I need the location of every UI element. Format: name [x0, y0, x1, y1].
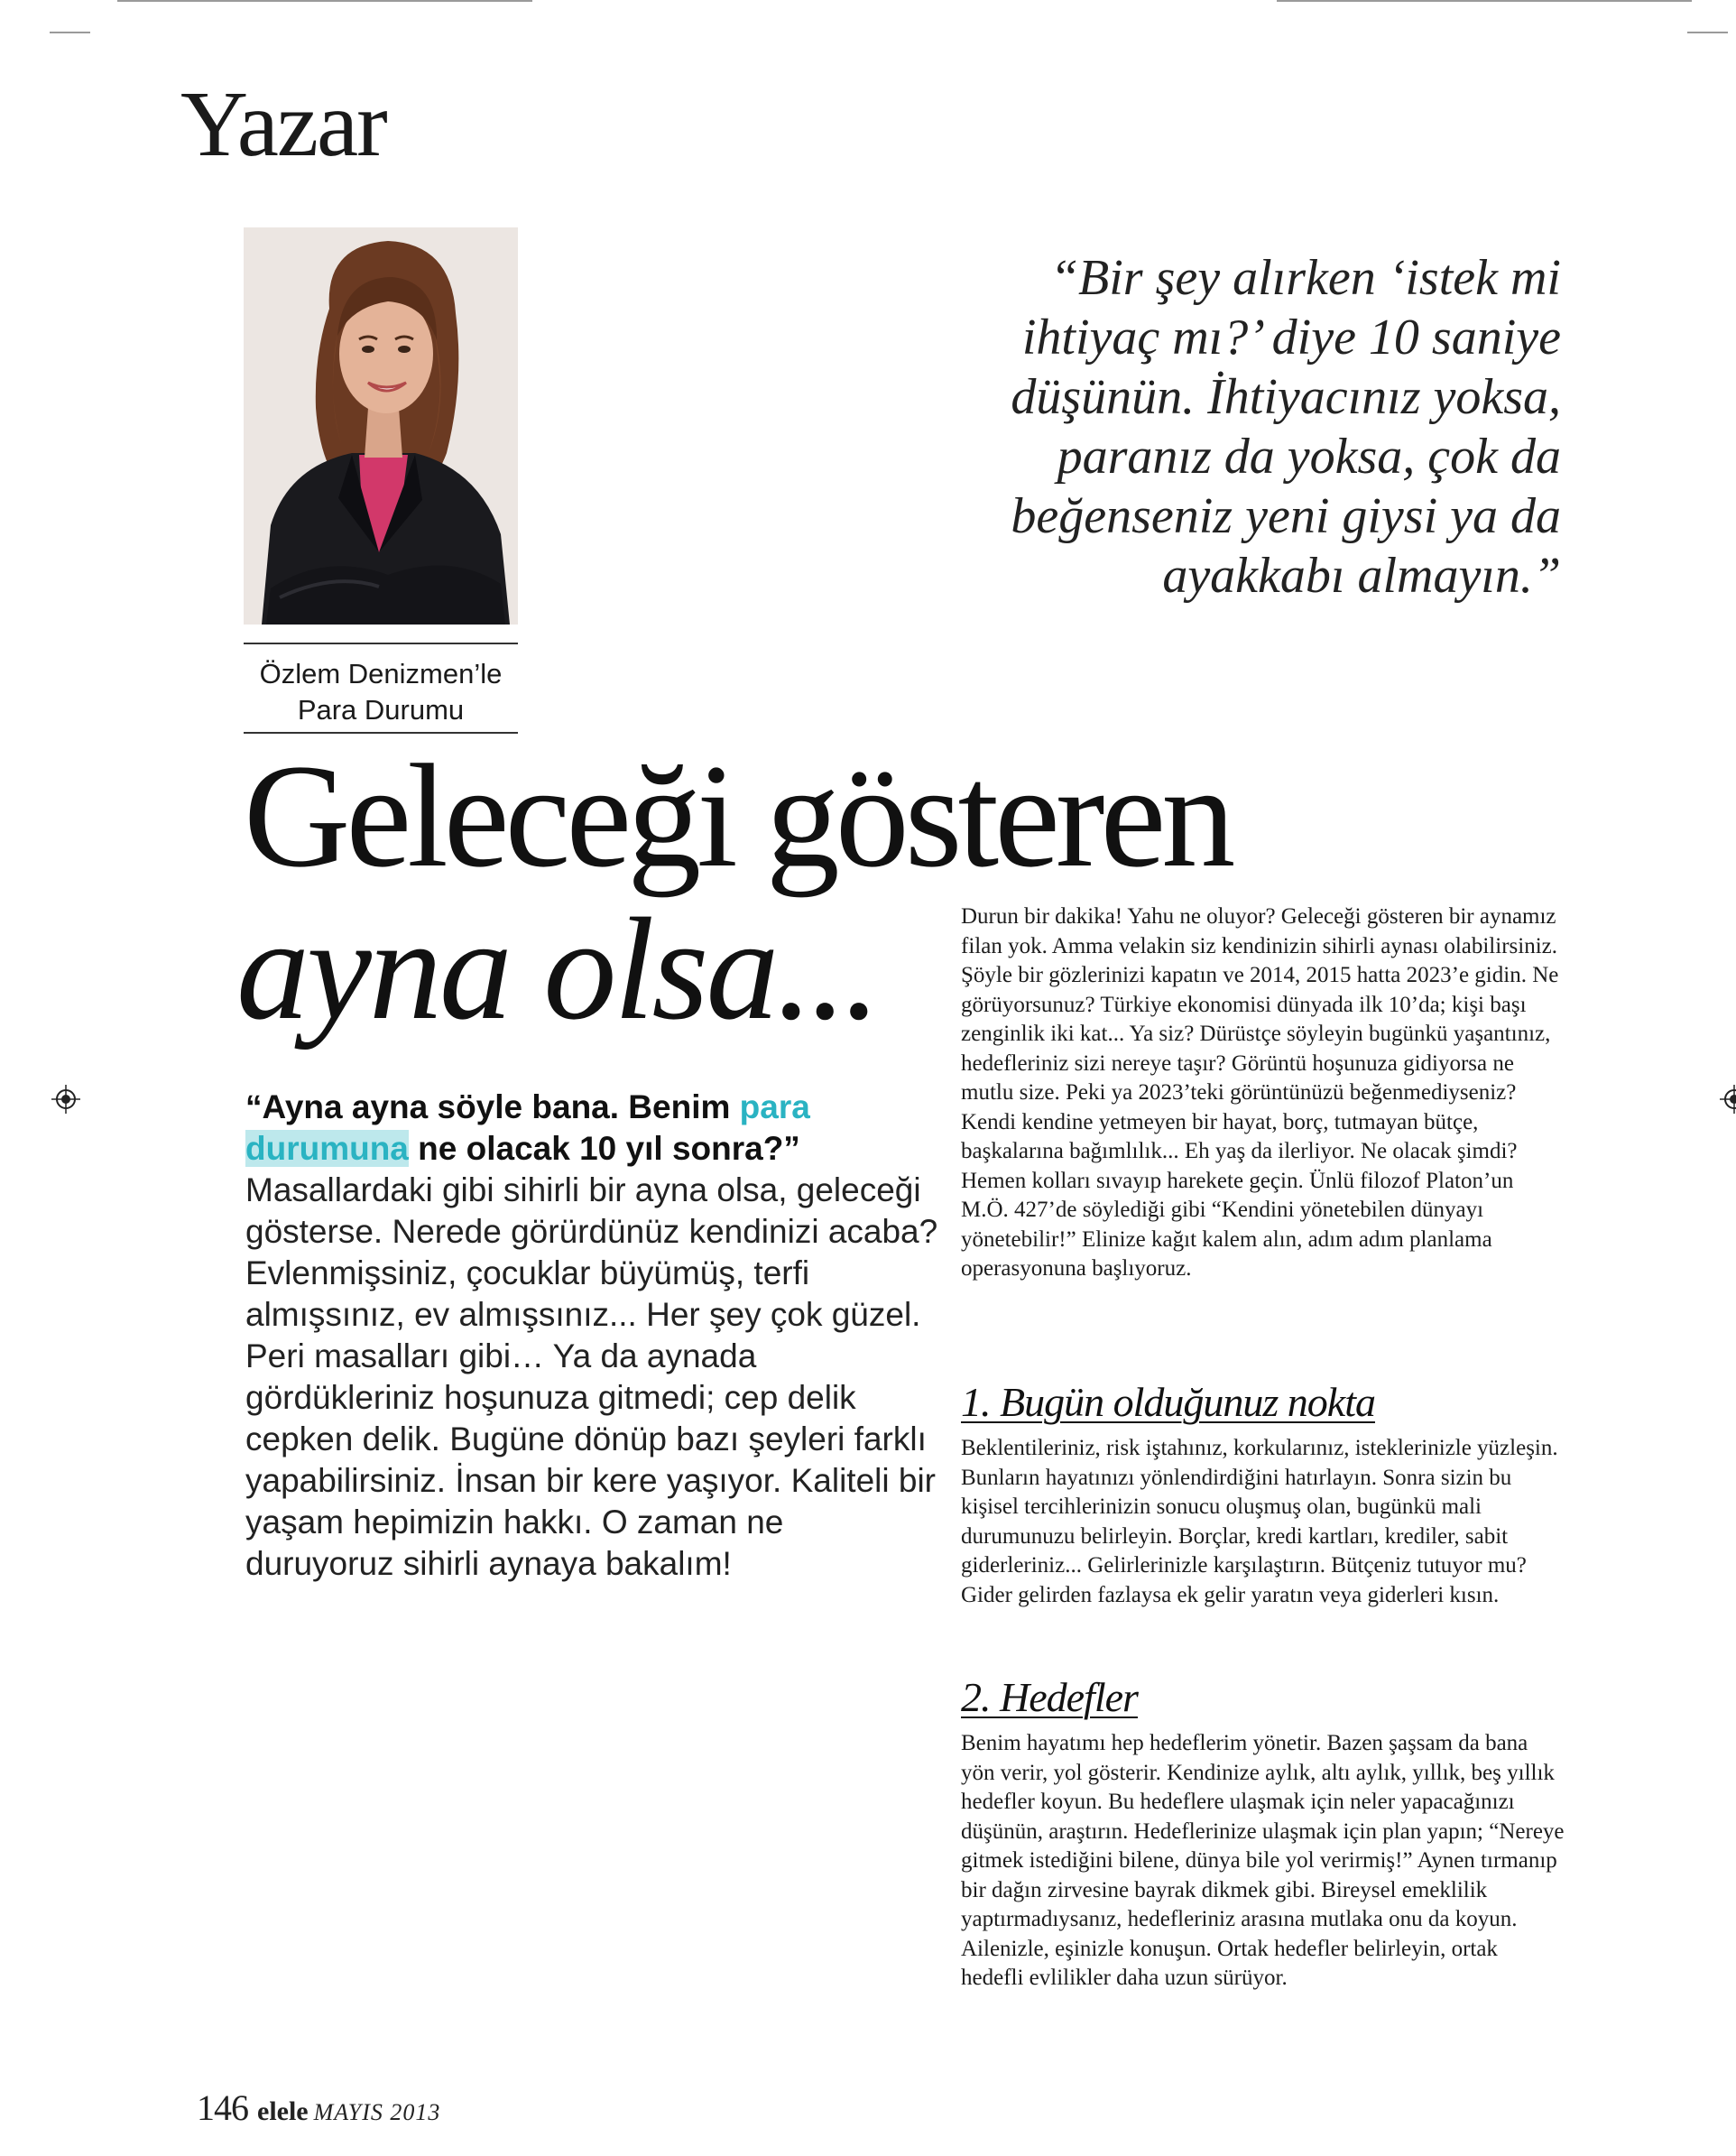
lead-body: Masallardaki gibi sihirli bir ayna olsa, geleceği gösterse. Nerede görürdünüz kendinizi acaba? Evlenmişsiniz, çocuklar büyümüş, terfi almışsınız, ev almışsınız... Her şey çok güzel. Peri masalları gibi… Ya da aynada gördükleriniz hoşunuza gitmedi; cep delik cepken delik. Bugüne dönüp bazı şeyleri farklı yapabilirsiniz. İnsan bir kere yaşıyor. Kaliteli bir yaşam hepimizin hakkı. O zaman ne duruyoruz sihirli aynaya bakalım!: [245, 1171, 938, 1582]
headline: Geleceği gösteren: [244, 735, 1232, 898]
body-paragraph: Beklentileriniz, risk iştahınız, korkularınız, isteklerinizle yüzleşin. Bunların hayatınızı yönlendirdiğini hatırlayın. Sonra sizin bu kişisel tercihlerinizin sonucu oluşmuş olan, bugünkü mali durumunuzu belirleyin. Borçlar, kredi kartları, krediler, sabit giderleriniz... Gelirlerinizle karşılaştırın. Bütçeniz tutuyor mu? Gider gelirden fazlaysa ek gelir yaratın veya giderleri kısın.: [961, 1436, 1558, 1607]
caption-rule-bottom: [244, 732, 518, 734]
lead-paragraph: [245, 1087, 938, 1585]
body-paragraph: Durun bir dakika! Yahu ne oluyor? Geleceği gösteren bir aynamız filan yok. Amma velakin siz kendinizin sihirli aynası olabilirsiniz. Şöyle bir gözlerinizi kapatın ve 2014, 2015 hatta 2023’e gidin. Ne görüyorsunuz? Türkiye ekonomisi dünyada ilk 10’da; kişi başı zenginlik iki kat... Ya siz? Dürüstçe söyleyin bugünkü yaşantınız, hedefleriniz sizi nereye taşır? Görüntü hoşunuza gidiyorsa ne mutlu size. Peki ya 2023’teki görüntünüzü beğenmediyseniz? Kendi kendine yetmeyen bir hayat, borç, tutmayan bütçe, başkalarına bağımlılık... Eh yaş da ilerliyor. Ne olacak şimdi?: [961, 904, 1559, 1163]
highlight-text: para: [739, 1088, 810, 1125]
page-footer: [197, 2087, 440, 2129]
caption-rule-top: [244, 643, 518, 644]
registration-mark-icon: [51, 1085, 80, 1114]
top-left-rule: [50, 32, 90, 33]
caption-line: Para Durumu: [297, 694, 465, 726]
top-crop-rule-left: [117, 0, 532, 2]
author-portrait-icon: [244, 227, 518, 625]
highlight-text: durumuna: [245, 1130, 409, 1167]
pull-quote-line: ayakkabı almayın.”: [1162, 548, 1561, 604]
section-label: Yazar: [180, 72, 386, 176]
author-caption: [244, 656, 518, 728]
top-crop-rule-right: [1277, 0, 1692, 2]
headline-italic: ayna olsa...: [236, 889, 878, 1050]
pull-quote: [965, 248, 1561, 606]
section-body: [961, 1729, 1565, 1994]
pull-quote-line: ihtiyaç mı?’ diye 10 saniye: [1021, 310, 1561, 366]
author-photo: [244, 227, 518, 625]
intro-text: [961, 902, 1565, 1284]
page-number: 146: [197, 2087, 248, 2128]
section-heading: 1. Bugün olduğunuz nokta: [961, 1379, 1375, 1425]
registration-mark-icon: [1720, 1085, 1736, 1114]
magazine-brand: elele: [257, 2096, 309, 2126]
caption-line: Özlem Denizmen’le: [259, 658, 503, 689]
pull-quote-line: düşünün. İhtiyacınız yoksa,: [1011, 369, 1561, 425]
pull-quote-line: beğenseniz yeni giysi ya da: [1011, 488, 1561, 544]
issue-date: MAYIS 2013: [313, 2099, 441, 2125]
pull-quote-line: “Bir şey alırken ‘istek mi: [1049, 250, 1561, 306]
lead-question: “Ayna ayna söyle bana. Benim para durumuna ne olacak 10 yıl sonra?”: [245, 1088, 810, 1167]
body-paragraph: Benim hayatımı hep hedeflerim yönetir. Bazen şaşsam da bana yön verir, yol gösterir. Kendinize aylık, altı aylık, yıllık, beş yıllık hedefler koyun. Bu hedeflere ulaşmak için neler yapacağınızı düşünün, araştırın. Hedeflerinize ulaşmak için plan yapın; “Nereye gitmek istediğini bilene, dünya bile yol verirmiş!” Aynen tırmanıp bir dağın zirvesine bayrak dikmek gibi. Bireysel emeklilik yaptırmadıysanız, hedefleriniz arasına mutlaka onu da koyun. Ailenizle, eşinizle konuşun. Ortak hedefler belirleyin, ortak hedefli evlilikler daha uzun sürüyor.: [961, 1731, 1565, 1990]
section-body: [961, 1434, 1565, 1610]
body-paragraph: Hemen kolları sıvayıp harekete geçin. Ünlü filozof Platon’un M.Ö. 427’de söylediği gibi “Kendini yönetebilen dünyayı yönetebilir!” Elinize kağıt kalem alın, adım adım planlama operasyonuna başlıyoruz.: [961, 1168, 1514, 1281]
pull-quote-line: paranız da yoksa, çok da: [1057, 429, 1561, 485]
top-right-rule: [1687, 32, 1728, 33]
section-heading: 2. Hedefler: [961, 1674, 1138, 1720]
